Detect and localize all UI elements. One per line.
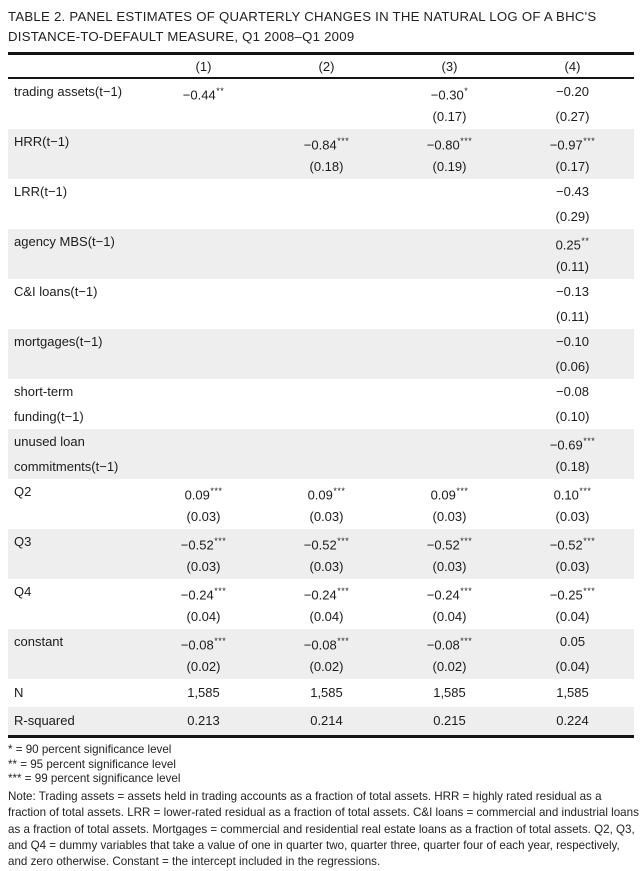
significance-stars: *** xyxy=(583,136,596,146)
coefficient-cell xyxy=(388,707,511,735)
significance-stars: *** xyxy=(337,636,350,646)
significance-stars: *** xyxy=(456,486,469,496)
coefficient-cell xyxy=(388,329,511,379)
regression-table xyxy=(8,52,634,738)
coefficient-cell xyxy=(265,479,388,529)
standard-error: (0.10) xyxy=(555,409,590,424)
row-label: LRR(t−1) xyxy=(14,184,68,199)
table-row xyxy=(8,129,634,179)
standard-error: (0.02) xyxy=(186,659,221,674)
coefficient-cell xyxy=(142,79,265,129)
coefficient-cell xyxy=(142,707,265,735)
coefficient-cell xyxy=(511,707,634,735)
table-row xyxy=(8,229,634,279)
table-note: Note: Trading assets = assets held in trading accounts as a fraction of total assets. HRR = highly rated residual as a fraction of total assets. LRR = lower-rated residual as a fraction of total assets. C&I loans = commercial and industrial loans as a fraction of total assets. Mortgages = commercial and residential real estate loans as a fraction of total assets. Q2, Q3, and Q4 = dummy variables that take a value of one in quarter two, quarter three, quarter four of each year, respectively, and zero otherwise. Constant = the intercept included in the regressions. xyxy=(8,789,639,869)
row-label: N xyxy=(14,685,24,700)
table-row xyxy=(8,629,634,679)
coefficient-value: −0.52*** xyxy=(426,536,473,553)
standard-error: (0.18) xyxy=(555,459,590,474)
standard-error: (0.03) xyxy=(555,509,590,524)
coefficient-cell xyxy=(265,579,388,629)
coefficient-cell xyxy=(511,229,634,279)
standard-error: (0.19) xyxy=(432,159,467,174)
coefficient-cell xyxy=(511,679,634,707)
coefficient-cell xyxy=(265,707,388,735)
coefficient-value: −0.24*** xyxy=(303,586,350,603)
coefficient-cell xyxy=(142,679,265,707)
column-header-3: (3) xyxy=(441,58,458,74)
coefficient-cell xyxy=(511,529,634,579)
legend-line-99: *** = 99 percent significance level xyxy=(8,772,181,786)
column-header-2: (2) xyxy=(318,58,335,74)
significance-stars: *** xyxy=(214,536,227,546)
table-row xyxy=(8,279,634,329)
coefficient-cell xyxy=(388,129,511,179)
standard-error: (0.18) xyxy=(309,159,344,174)
standard-error: (0.03) xyxy=(309,509,344,524)
coefficient-value: −0.24*** xyxy=(180,586,227,603)
significance-legend xyxy=(8,743,636,787)
coefficient-cell xyxy=(265,529,388,579)
standard-error: (0.02) xyxy=(432,659,467,674)
coefficient-value: −0.25*** xyxy=(549,586,596,603)
coefficient-cell xyxy=(265,329,388,379)
standard-error: (0.03) xyxy=(432,559,467,574)
coefficient-cell xyxy=(142,279,265,329)
coefficient-cell xyxy=(142,429,265,479)
row-label: agency MBS(t−1) xyxy=(14,234,115,249)
coefficient-value: −0.69*** xyxy=(549,436,596,453)
coefficient-value: −0.08 xyxy=(556,384,589,399)
row-label: HRR(t−1) xyxy=(14,134,70,149)
row-label: Q3 xyxy=(14,534,32,549)
coefficient-cell xyxy=(511,179,634,229)
coefficient-cell xyxy=(511,379,634,429)
coefficient-cell xyxy=(511,329,634,379)
coefficient-cell xyxy=(388,179,511,229)
significance-stars: *** xyxy=(460,136,473,146)
row-label: Q4 xyxy=(14,584,32,599)
significance-stars: *** xyxy=(583,536,596,546)
coefficient-value: −0.24*** xyxy=(426,586,473,603)
coefficient-value: 0.09*** xyxy=(307,486,346,503)
coefficient-value: −0.52*** xyxy=(180,536,227,553)
significance-stars: *** xyxy=(460,636,473,646)
coefficient-cell xyxy=(511,79,634,129)
coefficient-cell xyxy=(265,129,388,179)
coefficient-cell xyxy=(388,379,511,429)
coefficient-value: 0.09*** xyxy=(184,486,223,503)
standard-error: (0.03) xyxy=(555,559,590,574)
coefficient-cell xyxy=(388,629,511,679)
row-label: C&I loans(t−1) xyxy=(14,284,98,299)
coefficient-value: 0.224 xyxy=(556,713,589,728)
coefficient-cell xyxy=(142,129,265,179)
column-header-1: (1) xyxy=(195,58,212,74)
coefficient-cell xyxy=(511,429,634,479)
coefficient-cell xyxy=(142,229,265,279)
coefficient-cell xyxy=(265,379,388,429)
standard-error: (0.03) xyxy=(186,509,221,524)
coefficient-value: 0.214 xyxy=(310,713,343,728)
standard-error: (0.04) xyxy=(186,609,221,624)
standard-error: (0.04) xyxy=(432,609,467,624)
coefficient-cell xyxy=(265,79,388,129)
coefficient-cell xyxy=(265,679,388,707)
row-label: R-squared xyxy=(14,713,75,728)
coefficient-value: −0.44** xyxy=(182,86,225,103)
coefficient-value: −0.52*** xyxy=(549,536,596,553)
table-row xyxy=(8,79,634,129)
significance-stars: ** xyxy=(581,236,590,246)
standard-error: (0.29) xyxy=(555,209,590,224)
significance-stars: *** xyxy=(337,136,350,146)
table-title: TABLE 2. PANEL ESTIMATES OF QUARTERLY CHANGES IN THE NATURAL LOG OF A BHC'S DISTANCE-TO-DEFAULT MEASURE, Q1 2008–Q1 2009 xyxy=(8,9,597,44)
table-row xyxy=(8,529,634,579)
table-row xyxy=(8,679,634,707)
standard-error: (0.03) xyxy=(186,559,221,574)
coefficient-cell xyxy=(142,529,265,579)
coefficient-value: −0.13 xyxy=(556,284,589,299)
standard-error: (0.02) xyxy=(309,659,344,674)
coefficient-value: −0.97*** xyxy=(549,136,596,153)
standard-error: (0.04) xyxy=(555,609,590,624)
coefficient-value: −0.08*** xyxy=(426,636,473,653)
coefficient-cell xyxy=(142,629,265,679)
table-row xyxy=(8,429,634,479)
coefficient-value: −0.20 xyxy=(556,84,589,99)
standard-error xyxy=(142,104,265,129)
row-label: trading assets(t−1) xyxy=(14,84,123,99)
significance-stars: *** xyxy=(460,536,473,546)
coefficient-cell xyxy=(388,429,511,479)
coefficient-cell xyxy=(388,679,511,707)
standard-error: (0.03) xyxy=(309,559,344,574)
coefficient-cell xyxy=(511,579,634,629)
coefficient-cell xyxy=(388,229,511,279)
significance-stars: *** xyxy=(333,486,346,496)
coefficient-value: −0.52*** xyxy=(303,536,350,553)
coefficient-value: 0.09*** xyxy=(430,486,469,503)
significance-stars: *** xyxy=(460,586,473,596)
significance-stars: ** xyxy=(216,86,225,96)
coefficient-value: −0.08*** xyxy=(180,636,227,653)
coefficient-value: −0.30* xyxy=(430,86,469,103)
standard-error: (0.04) xyxy=(309,609,344,624)
coefficient-value: 1,585 xyxy=(556,685,589,700)
coefficient-cell xyxy=(265,429,388,479)
coefficient-cell xyxy=(388,79,511,129)
significance-stars: *** xyxy=(214,636,227,646)
coefficient-value: −0.84*** xyxy=(303,136,350,153)
coefficient-value: 0.215 xyxy=(433,713,466,728)
table-row xyxy=(8,707,634,735)
table-row xyxy=(8,329,634,379)
significance-stars: *** xyxy=(337,586,350,596)
coefficient-cell xyxy=(265,179,388,229)
table-body xyxy=(8,79,634,735)
coefficient-cell xyxy=(511,129,634,179)
significance-stars: *** xyxy=(214,586,227,596)
coefficient-cell xyxy=(511,279,634,329)
row-label: mortgages(t−1) xyxy=(14,334,103,349)
coefficient-value: 0.10*** xyxy=(553,486,592,503)
coefficient-value: −0.80*** xyxy=(426,136,473,153)
table-row xyxy=(8,379,634,429)
column-header-4: (4) xyxy=(564,58,581,74)
coefficient-cell xyxy=(388,529,511,579)
coefficient-cell xyxy=(142,179,265,229)
coefficient-cell xyxy=(142,579,265,629)
significance-stars: *** xyxy=(583,586,596,596)
standard-error: (0.11) xyxy=(556,259,589,274)
coefficient-cell xyxy=(265,229,388,279)
coefficient-value: 1,585 xyxy=(310,685,343,700)
coefficient-cell xyxy=(142,379,265,429)
standard-error: (0.03) xyxy=(432,509,467,524)
table-row xyxy=(8,479,634,529)
standard-error: (0.17) xyxy=(432,109,467,124)
coefficient-cell xyxy=(388,579,511,629)
bottom-rule xyxy=(8,735,634,738)
coefficient-cell xyxy=(388,279,511,329)
standard-error: (0.27) xyxy=(555,109,590,124)
coefficient-cell xyxy=(388,479,511,529)
standard-error: (0.06) xyxy=(555,359,590,374)
coefficient-cell xyxy=(142,329,265,379)
significance-stars: *** xyxy=(210,486,223,496)
standard-error: (0.04) xyxy=(555,659,590,674)
table-row xyxy=(8,179,634,229)
row-label: short-term funding(t−1) xyxy=(14,384,84,424)
coefficient-value: 0.213 xyxy=(187,713,220,728)
coefficient-value: 0.25** xyxy=(555,236,590,253)
coefficient-cell xyxy=(265,279,388,329)
column-header-row xyxy=(8,55,634,79)
table-row xyxy=(8,579,634,629)
coefficient-value: −0.08*** xyxy=(303,636,350,653)
coefficient-cell xyxy=(511,479,634,529)
coefficient-value: 1,585 xyxy=(433,685,466,700)
coefficient-value: 1,585 xyxy=(187,685,220,700)
row-label: unused loan commitments(t−1) xyxy=(14,434,119,474)
standard-error: (0.11) xyxy=(556,309,589,324)
coefficient-cell xyxy=(265,629,388,679)
coefficient-cell xyxy=(142,479,265,529)
legend-line-95: ** = 95 percent significance level xyxy=(8,757,176,771)
row-label: Q2 xyxy=(14,484,32,499)
coefficient-value: −0.10 xyxy=(556,334,589,349)
row-label: constant xyxy=(14,634,64,649)
significance-stars: *** xyxy=(579,486,592,496)
coefficient-value: −0.43 xyxy=(556,184,589,199)
significance-stars: *** xyxy=(583,436,596,446)
coefficient-value: 0.05 xyxy=(559,634,586,649)
significance-stars: * xyxy=(464,86,469,96)
legend-line-90: * = 90 percent significance level xyxy=(8,743,172,756)
coefficient-cell xyxy=(511,629,634,679)
standard-error: (0.17) xyxy=(555,159,590,174)
significance-stars: *** xyxy=(337,536,350,546)
